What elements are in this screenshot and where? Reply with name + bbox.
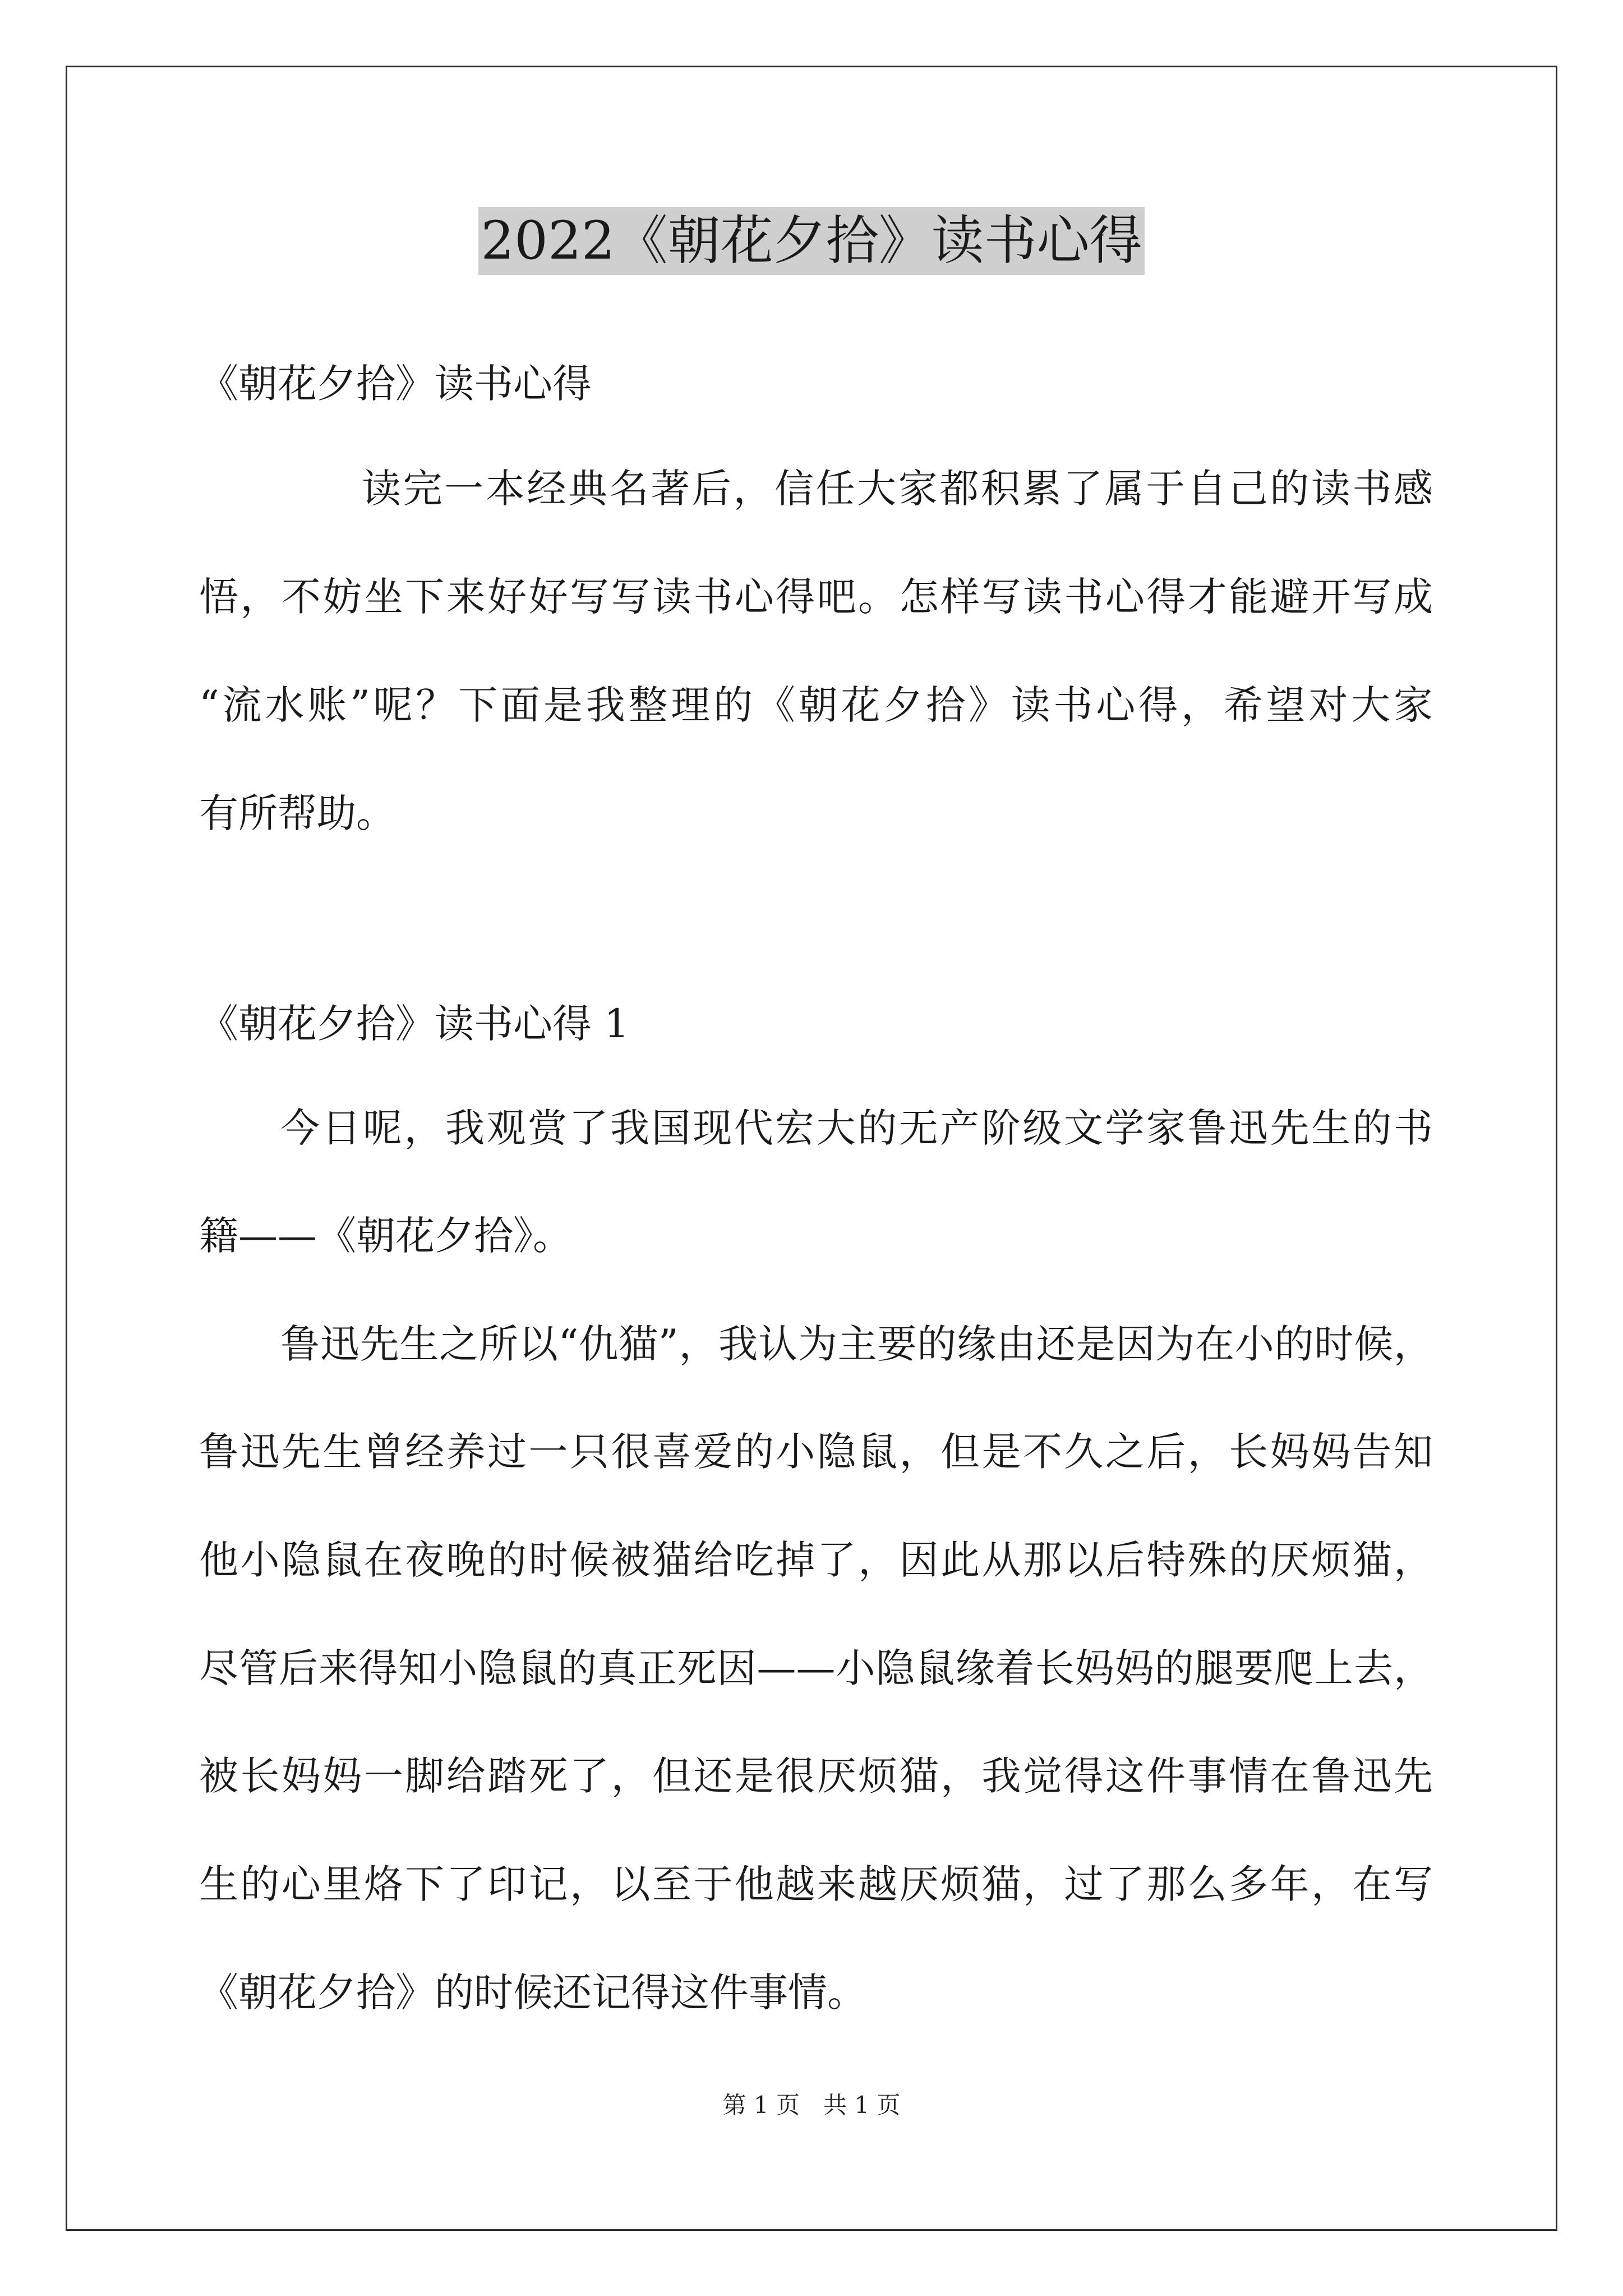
document-subtitle: 《朝花夕拾》读书心得	[199, 361, 592, 407]
document-title	[0, 202, 1623, 280]
para2-line-7: 《朝花夕拾》的时候还记得这件事情。	[199, 1970, 866, 2016]
para2-line-3: 他小隐鼠在夜晚的时候被猫给吃掉了，因此从那以后特殊的厌烦猫，	[199, 1537, 1433, 1583]
section-1-heading: 《朝花夕拾》读书心得 1	[199, 1001, 629, 1047]
para2-line-5: 被长妈妈一脚给踏死了，但还是很厌烦猫，我觉得这件事情在鲁迅先	[199, 1753, 1433, 1799]
para1-line-1: 今日呢，我观赏了我国现代宏大的无产阶级文学家鲁迅先生的书	[280, 1105, 1433, 1151]
para2-line-1: 鲁迅先生之所以“仇猫”，我认为主要的缘由还是因为在小的时候，	[280, 1321, 1433, 1367]
para1-line-2: 籍——《朝花夕拾》。	[199, 1213, 572, 1259]
intro-line-4: 有所帮助。	[199, 790, 395, 836]
para2-line-4: 尽管后来得知小隐鼠的真正死因——小隐鼠缘着长妈妈的腿要爬上去，	[199, 1645, 1433, 1691]
intro-line-2: 悟，不妨坐下来好好写写读书心得吧。怎样写读书心得才能避开写成	[199, 574, 1433, 620]
intro-line-1: 读完一本经典名著后，信任大家都积累了属于自己的读书感	[362, 466, 1433, 512]
intro-line-3: “流水账”呢？下面是我整理的《朝花夕拾》读书心得，希望对大家	[199, 682, 1433, 728]
page-number-footer: 第 1 页 共 1 页	[722, 2091, 901, 2119]
para2-line-6: 生的心里烙下了印记，以至于他越来越厌烦猫，过了那么多年，在写	[199, 1861, 1433, 1907]
document-title-text: 2022《朝花夕拾》读书心得	[478, 207, 1144, 275]
para2-line-2: 鲁迅先生曾经养过一只很喜爱的小隐鼠，但是不久之后，长妈妈告知	[199, 1429, 1433, 1475]
